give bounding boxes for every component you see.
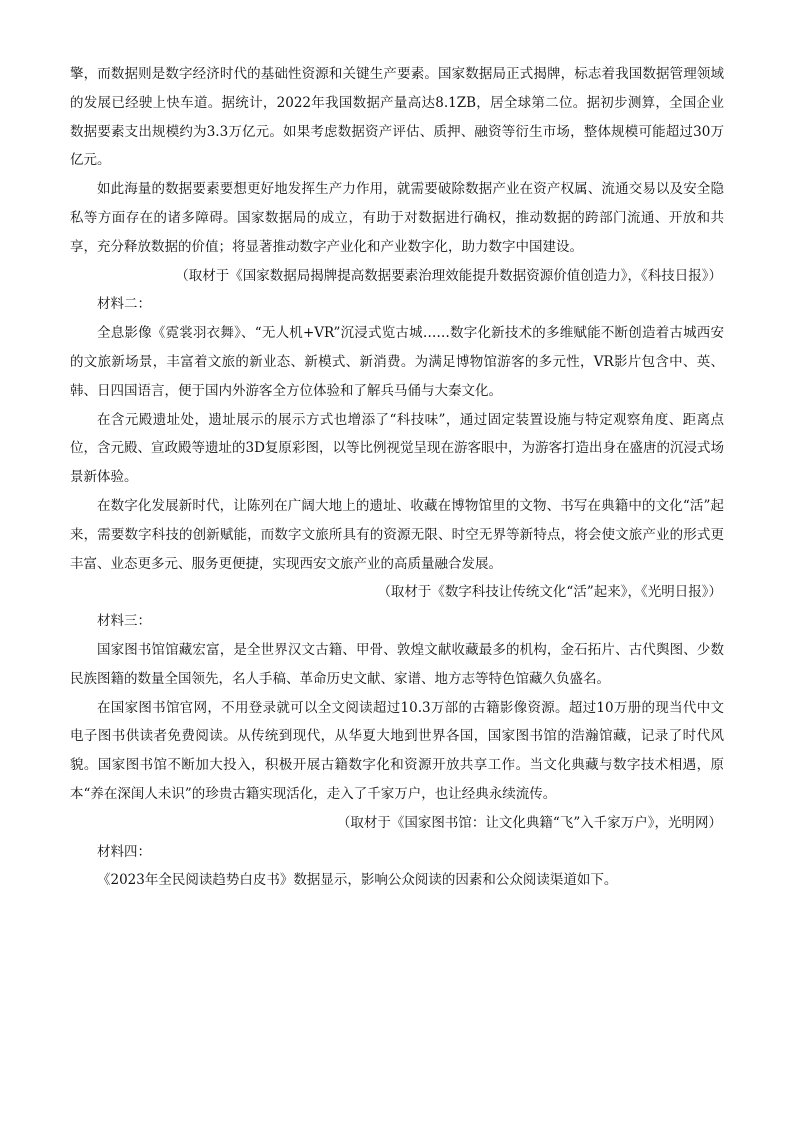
material2-source: （取材于《数字科技让传统文化“活”起来》，《光明日报》） — [377, 584, 722, 601]
material4-paragraph-1: 《2023年全民阅读趋势白皮书》数据显示，影响公众阅读的因素和公众阅读渠道如下。 — [97, 872, 618, 889]
material1-paragraph-2: 如此海量的数据要素要想更好地发挥生产力作用，就需要破除数据产业在资产权属、流通交易以及安全隐私等方面存在的诸多障碍。国家数据局的成立，有助于对数据进行确权，推动数据的跨部门流通、开放和共享，充分释放数据的价值；将显著推动数字产业化和产业数字化，助力数字中国建设。 — [70, 181, 724, 255]
material2-label: 材料二： — [97, 296, 151, 313]
material3-paragraph-1: 国家图书馆馆藏宏富，是全世界汉文古籍、甲骨、敦煌文献收藏最多的机构，金石拓片、古代舆图、少数民族图籍的数量全国领先，名人手稿、革命历史文献、家谱、地方志等特色馆藏久负盛名。 — [70, 641, 724, 687]
material2-paragraph-3: 在数字化发展新时代，让陈列在广阔大地上的遗址、收藏在博物馆里的文物、书写在典籍中的文化“活”起来，需要数字科技的创新赋能，而数字文旅所具有的资源无限、时空无界等新特点，将会使文旅产业的形式更丰富、业态更多元、服务更便捷，实现西安文旅产业的高质量融合发展。 — [70, 497, 724, 572]
material4-label: 材料四： — [97, 843, 151, 860]
material3-label: 材料三： — [97, 613, 151, 630]
material3-paragraph-2: 在国家图书馆官网，不用登录就可以全文阅读超过10.3万部的古籍影像资源。超过10万册的现当代中文电子图书供读者免费阅读。从传统到现代，从华夏大地到世界各国，国家图书馆的浩瀚馆藏，记录了时代风貌。国家图书馆不断加大投入，积极开展古籍数字化和资源开放共享工作。当文化典藏与数字技术相遇，原本“养在深闺人未识”的珍贵古籍实现活化，走入了千家万户，也让经典永续流传。 — [70, 699, 724, 802]
material2-paragraph-1: 全息影像《霓裳羽衣舞》、“无人机+VR”沉浸式览古城……数字化新技术的多维赋能不断创造着古城西安的文旅新场景，丰富着文旅的新业态、新模式、新消费。为满足博物馆游客的多元性，VR影片包含中、英、韩、日四国语言，便于国内外游客全方位体验和了解兵马俑与大秦文化。 — [70, 325, 724, 399]
material1-paragraph-1: 擎，而数据则是数字经济时代的基础性资源和关键生产要素。国家数据局正式揭牌，标志着我国数据管理领域的发展已经驶上快车道。据统计，2022年我国数据产量高达8.1ZB，居全球第二位。据初步测算，全国企业数据要素支出规模约为3.3万亿元。如果考虑数据资产评估、质押、融资等衍生市场，整体规模可能超过30万亿元。 — [70, 66, 724, 169]
material1-source: （取材于《国家数据局揭牌提高数据要素治理效能提升数据资源价值创造力》，《科技日报》） — [175, 267, 722, 284]
document-page — [70, 60, 724, 895]
material2-paragraph-2: 在含元殿遗址处，遗址展示的展示方式也增添了“科技味”，通过固定装置设施与特定观察角度、距离点位，含元殿、宣政殿等遗址的3D复原彩图，以等比例视觉呈现在游客眼中，为游客打造出身在盛唐的沉浸式场景新体验。 — [70, 411, 724, 486]
material3-source: （取材于《国家图书馆：让文化典籍“飞”入千家万户》，光明网） — [336, 814, 722, 831]
